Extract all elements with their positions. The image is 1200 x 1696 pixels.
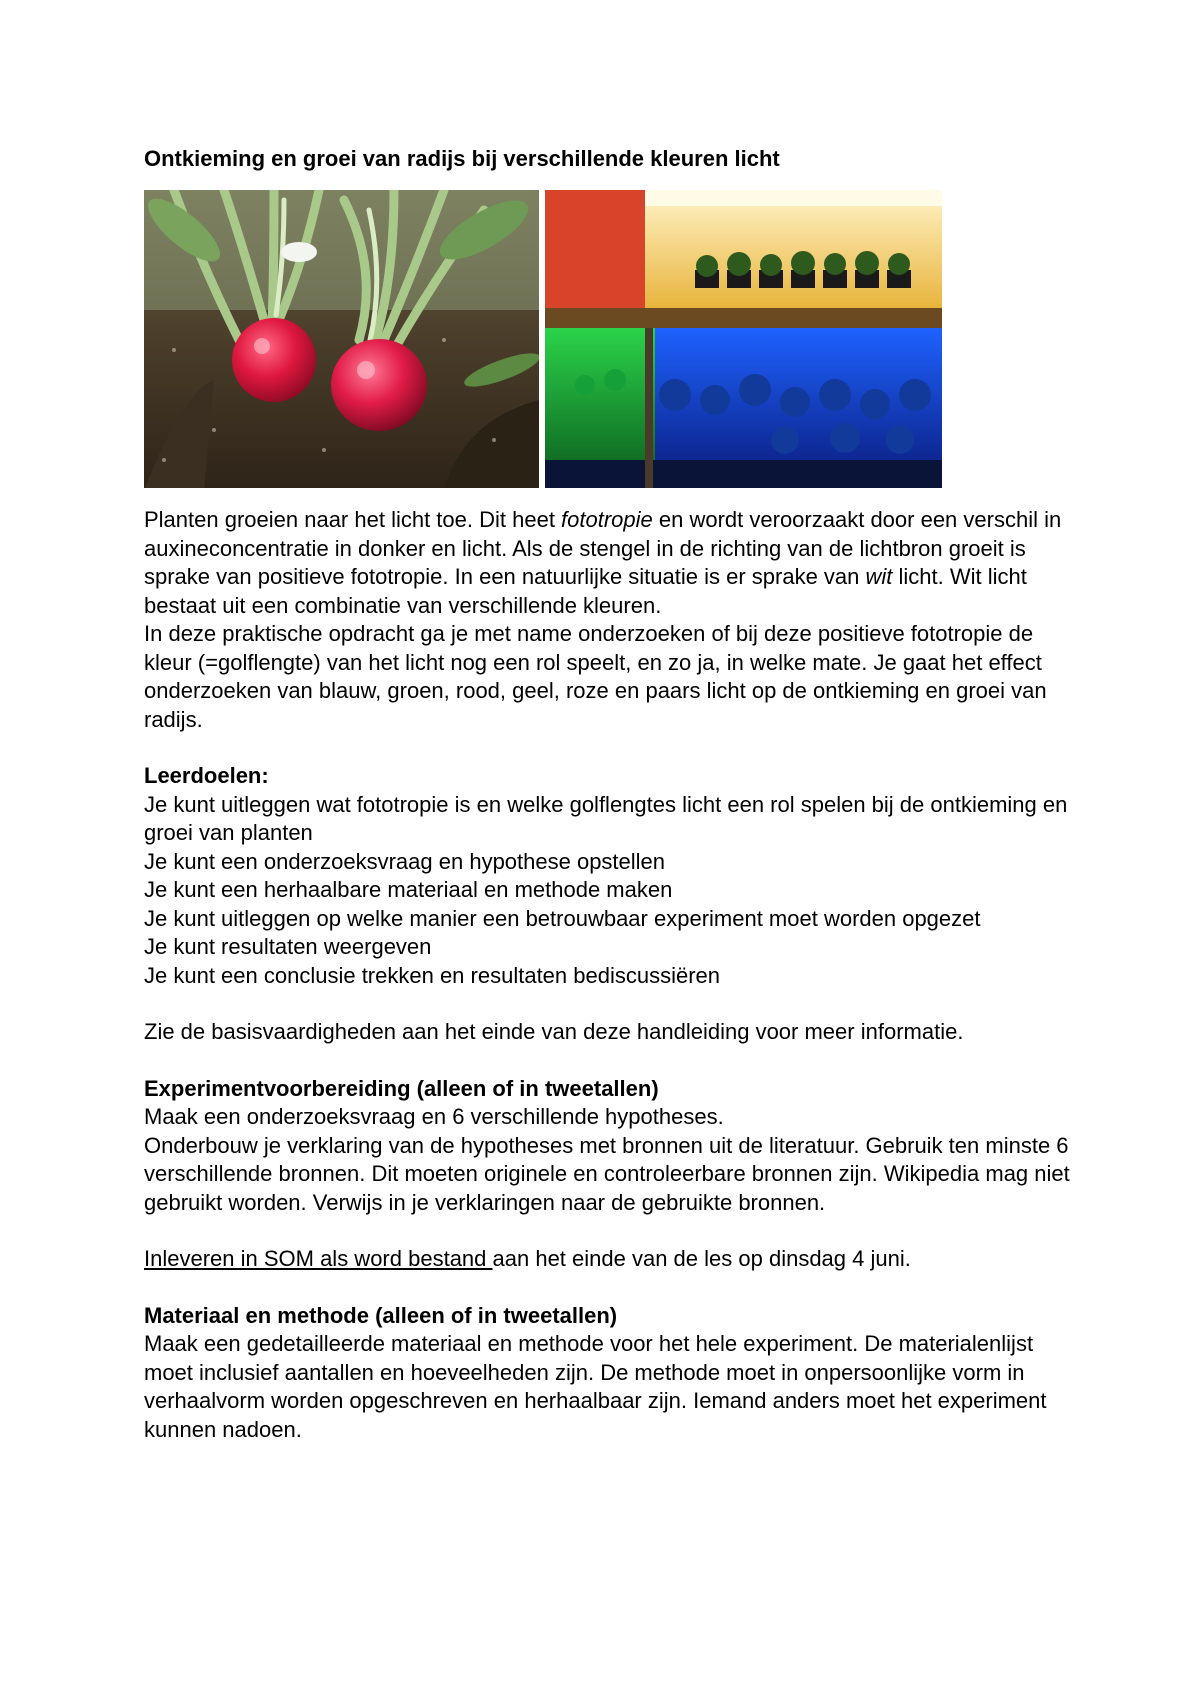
learning-goal-item: Je kunt resultaten weergeven bbox=[144, 934, 432, 959]
preparation-heading: Experimentvoorbereiding (alleen of in tweetallen) bbox=[144, 1075, 659, 1101]
intro-text-1: Planten groeien naar het licht toe. Dit heet bbox=[144, 507, 562, 532]
learning-goal-item: Je kunt uitleggen op welke manier een betrouwbaar experiment moet worden opgezet bbox=[144, 905, 981, 931]
learning-goal-item: Je kunt uitleggen wat fototropie is en welke golflengtes licht een rol spelen bij de ontkieming en groei van planten bbox=[144, 791, 1068, 845]
learning-goal-item: Je kunt een herhaalbare materiaal en methode maken bbox=[144, 877, 673, 902]
intro-text-3: licht. Wit licht bestaat uit een combinatie van verschillende kleuren. bbox=[144, 564, 1027, 618]
intro-term-wit: wit bbox=[865, 564, 893, 589]
photo-row bbox=[144, 190, 1074, 488]
colored-light-shelves-photo bbox=[545, 190, 942, 488]
basic-skills-note: Zie de basisvaardigheden aan het einde van deze handleiding voor meer informatie. bbox=[144, 1019, 964, 1044]
preparation-line-1: Maak een onderzoeksvraag en 6 verschillende hypotheses. bbox=[144, 1104, 724, 1129]
intro-text-2: en wordt veroorzaakt door een verschil in auxineconcentratie in donker en licht. Als de stengel in de richting van de lichtbron groeit is sprake van positieve fototropie. In een natuurlijke situatie is er sprake van bbox=[144, 507, 1062, 589]
document-content bbox=[144, 144, 1074, 1444]
methods-heading: Materiaal en methode (alleen of in tweetallen) bbox=[144, 1302, 618, 1328]
submission-rest: aan het einde van de les op dinsdag 4 juni. bbox=[492, 1246, 911, 1271]
learning-goals-list bbox=[144, 791, 1074, 991]
document-title: Ontkieming en groei van radijs bij verschillende kleuren licht bbox=[144, 146, 780, 171]
intro-paragraph-2: In deze praktische opdracht ga je met name onderzoeken of bij deze positieve fototropie de kleur (=golflengte) van het licht nog een rol speelt, en zo ja, in welke mate. Je gaat het effect onderzoeken van blauw, groen, rood, geel, roze en paars licht op de ontkieming en groei van radijs. bbox=[144, 621, 1047, 732]
methods-text: Maak een gedetailleerde materiaal en methode voor het hele experiment. De materialenlijst moet inclusief aantallen en hoeveelheden zijn. De methode moet in onpersoonlijke vorm in verhaalvorm worden opgeschreven en herhaalbaar zijn. Iemand anders moet het experiment kunnen nadoen. bbox=[144, 1331, 1047, 1442]
intro-paragraph-1 bbox=[144, 506, 1074, 620]
submission-underlined: Inleveren in SOM als word bestand bbox=[144, 1246, 493, 1271]
intro-term-fototropie: fototropie bbox=[561, 507, 653, 532]
learning-goal-item: Je kunt een onderzoeksvraag en hypothese opstellen bbox=[144, 848, 666, 874]
learning-goals-section bbox=[144, 762, 1074, 990]
methods-section bbox=[144, 1302, 1074, 1445]
submission-instruction bbox=[144, 1245, 1074, 1274]
preparation-line-2: Onderbouw je verklaring van de hypotheses met bronnen uit de literatuur. Gebruik ten minste 6 verschillende bronnen. Dit moeten originele en controleerbare bronnen zijn. Wikipedia mag niet gebruikt worden. Verwijs in je verklaringen naar de gebruikte bronnen. bbox=[144, 1132, 1070, 1215]
learning-goal-item: Je kunt een conclusie trekken en resultaten bediscussiëren bbox=[144, 962, 721, 988]
preparation-section bbox=[144, 1075, 1074, 1218]
learning-goals-heading: Leerdoelen: bbox=[144, 763, 269, 788]
radish-photo bbox=[144, 190, 539, 488]
